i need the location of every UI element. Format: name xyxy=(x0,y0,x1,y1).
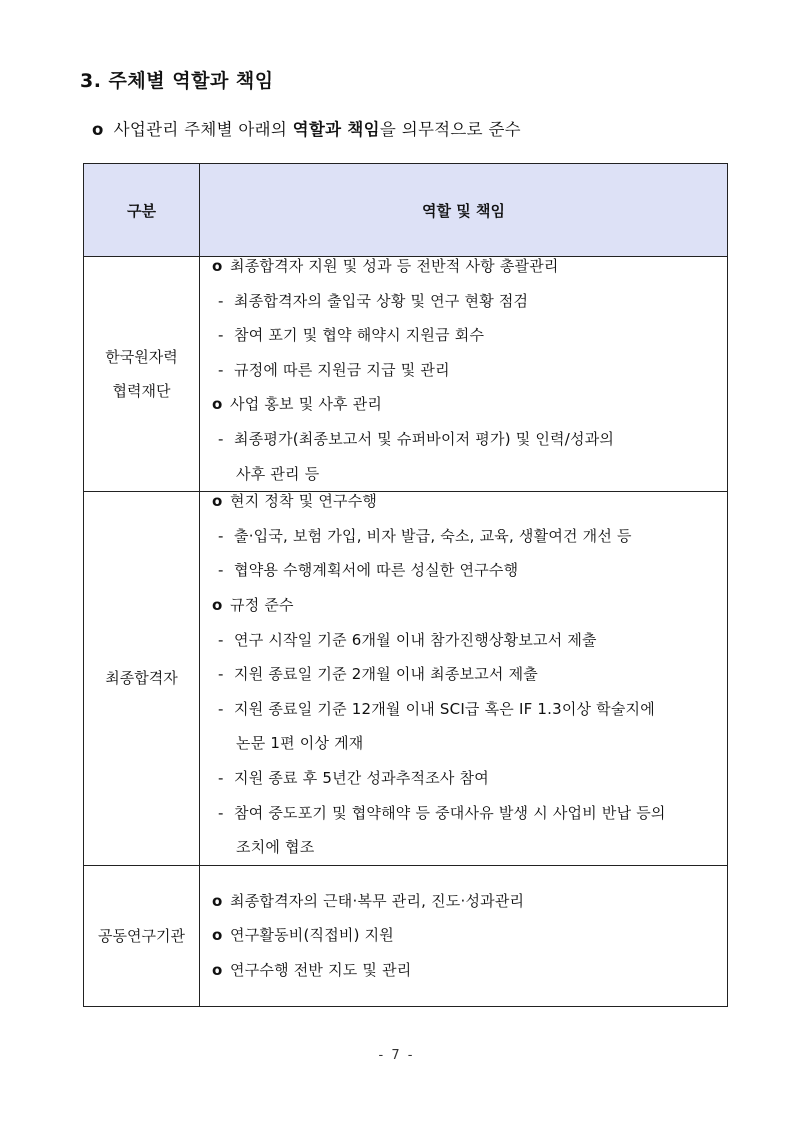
role-item: 논문 1편 이상 게재 xyxy=(236,734,364,753)
role-item: o 연구활동비(직접비) 지원 xyxy=(212,918,727,953)
role-item: o 최종합격자의 근태·복무 관리, 진도·성과관리 xyxy=(212,884,727,919)
role-item: o 규정 준수 xyxy=(212,588,727,623)
role-item: - 지원 종료일 기준 2개월 이내 최종보고서 제출 xyxy=(212,657,727,692)
group-label-line: 최종합격자 xyxy=(105,669,178,688)
role-item: o 사업 홍보 및 사후 관리 xyxy=(212,387,727,422)
row-content-cell xyxy=(200,492,728,866)
row-group-cell xyxy=(84,492,200,866)
role-item: - 참여 포기 및 협약 해약시 지원금 회수 xyxy=(212,318,727,353)
section-title: 3. 주체별 역할과 책임 xyxy=(80,70,274,92)
table-row-host-institution xyxy=(84,865,728,1006)
role-item: o 최종합격자 지원 및 성과 등 전반적 사항 총괄관리 xyxy=(212,249,727,284)
role-item: o 연구수행 전반 지도 및 관리 xyxy=(212,953,727,988)
group-label-line: 한국원자력 xyxy=(105,348,178,367)
role-item: 조치에 협조 xyxy=(236,838,315,857)
group-label-line: 협력재단 xyxy=(112,382,171,401)
role-item: - 규정에 따른 지원금 지급 및 관리 xyxy=(212,353,727,388)
role-item: - 참여 중도포기 및 협약해약 등 중대사유 발생 시 사업비 반납 등의 xyxy=(212,796,727,831)
role-item: o 현지 정착 및 연구수행 xyxy=(212,484,727,519)
table-header-row xyxy=(84,164,728,257)
header-category: 구분 xyxy=(84,164,200,257)
intro-bullet: o xyxy=(92,120,104,139)
table-row-finalists xyxy=(84,492,728,866)
role-item: - 최종평가(최종보고서 및 슈퍼바이저 평가) 및 인력/성과의 xyxy=(212,422,727,457)
row-group-cell xyxy=(84,865,200,1006)
role-item: - 최종합격자의 출입국 상황 및 연구 현황 점검 xyxy=(212,284,727,319)
intro-text-after: 을 의무적으로 준수 xyxy=(379,120,521,139)
table-row-kofac xyxy=(84,257,728,492)
row-content-cell xyxy=(200,865,728,1006)
row-group-cell xyxy=(84,257,200,492)
role-item: - 연구 시작일 기준 6개월 이내 참가진행상황보고서 제출 xyxy=(212,623,727,658)
intro-statement xyxy=(92,116,521,140)
header-roles: 역할 및 책임 xyxy=(200,164,728,257)
role-item: - 출·입국, 보험 가입, 비자 발급, 숙소, 교육, 생활여건 개선 등 xyxy=(212,519,727,554)
page-number: - 7 - xyxy=(378,1048,415,1063)
group-label-line: 공동연구기관 xyxy=(98,926,185,945)
role-item: - 지원 종료일 기준 12개월 이내 SCI급 혹은 IF 1.3이상 학술지에 xyxy=(212,692,727,727)
roles-table xyxy=(83,163,728,1007)
role-item: - 지원 종료 후 5년간 성과추적조사 참여 xyxy=(212,761,727,796)
role-item: - 협약용 수행계획서에 따른 성실한 연구수행 xyxy=(212,553,727,588)
intro-text-before: 사업관리 주체별 아래의 xyxy=(113,120,293,139)
role-item: 사후 관리 등 xyxy=(236,464,320,483)
row-content-cell xyxy=(200,257,728,492)
intro-text-bold: 역할과 책임 xyxy=(292,120,380,139)
